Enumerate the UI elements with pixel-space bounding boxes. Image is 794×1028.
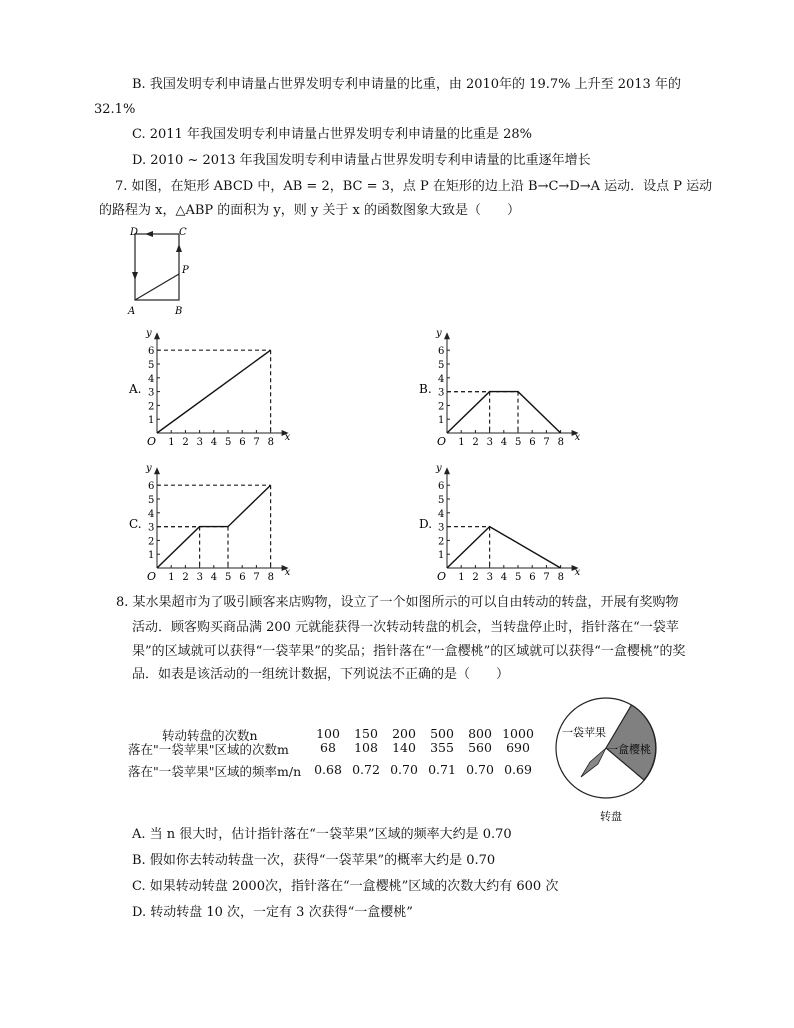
function-line (157, 350, 271, 433)
spinner-caption: 转盘 (600, 810, 622, 823)
y-tick-label: 1 (148, 550, 155, 562)
y-tick-label: 6 (148, 481, 155, 493)
y-tick-label: 4 (148, 373, 155, 385)
x-tick-label: 5 (515, 437, 522, 448)
table-cell: 0.68 (314, 762, 342, 777)
y-tick-label: 1 (438, 415, 445, 427)
table-cell: 68 (320, 740, 336, 755)
x-tick-label: 1 (168, 572, 175, 583)
x-tick-label: 2 (182, 572, 189, 583)
x-tick-label: 8 (267, 572, 274, 583)
y-tick-label: 4 (148, 508, 155, 520)
q7-stem-line2: 的路程为 x，△ABP 的面积为 y，则 y 关于 x 的函数图象大致是（ ） (99, 203, 520, 218)
y-tick-label: 1 (438, 550, 445, 562)
y-axis-label: y (146, 463, 152, 475)
x-tick-label: 5 (515, 572, 522, 583)
y-tick-label: 3 (148, 387, 155, 399)
table-row-freq (128, 762, 548, 780)
table-cell: 0.70 (390, 762, 418, 777)
q8-option-b: B. 假如你去转动转盘一次，获得“一袋苹果”的概率大约是 0.70 (132, 853, 496, 868)
y-tick-label: 5 (438, 360, 445, 371)
table-cell: 560 (468, 740, 492, 755)
statistics-table (128, 726, 548, 786)
y-tick-label: 3 (438, 522, 445, 534)
graph-option-b (415, 323, 585, 448)
x-tick-label: 3 (486, 437, 493, 448)
x-axis-label: x (284, 567, 291, 578)
table-cell: 150 (354, 726, 378, 741)
y-tick-label: 6 (148, 346, 155, 358)
table-cell: 500 (430, 726, 454, 741)
table-row-m (128, 740, 548, 758)
row-header-m: 落在"一袋苹果"区域的次数m (128, 742, 289, 757)
q8-stem-line1: 8. 某水果超市为了吸引顾客来店购物，设立了一个如图所示的可以自由转动的转盘，开展有奖购物 (116, 595, 679, 610)
table-cell: 0.69 (504, 762, 532, 777)
function-line (447, 392, 561, 433)
y-axis-label: y (436, 463, 442, 475)
table-cell: 800 (468, 726, 492, 741)
table-cell: 100 (316, 726, 340, 741)
x-tick-label: 8 (267, 437, 274, 448)
y-axis-label: y (436, 328, 442, 340)
origin-label: O (437, 570, 447, 583)
x-tick-label: 5 (225, 572, 232, 583)
vertex-d-label: D (130, 227, 139, 238)
graph-option-label: B. (419, 382, 432, 396)
x-tick-label: 6 (529, 437, 536, 448)
graph-option-d (415, 458, 585, 583)
table-cell: 0.72 (352, 762, 380, 777)
x-tick-label: 7 (543, 437, 550, 448)
x-tick-label: 3 (196, 572, 203, 583)
q6-option-b-line1: B. 我国发明专利申请量占世界发明专利申请量的比重，由 2010年的 19.7% 上升至 2013 年的 (132, 77, 681, 92)
x-tick-label: 4 (500, 437, 508, 448)
rectangle-figure (125, 224, 195, 319)
vertex-a-label: A (128, 306, 136, 317)
x-tick-label: 2 (182, 437, 189, 448)
origin-label: O (147, 570, 157, 583)
y-tick-label: 2 (438, 536, 445, 548)
x-tick-label: 4 (500, 572, 508, 583)
x-axis-label: x (574, 432, 581, 443)
y-tick-label: 1 (148, 415, 155, 427)
q8-option-d: D. 转动转盘 10 次，一定有 3 次获得“一盒樱桃” (132, 905, 413, 920)
spinner-cherry-label: 一盒樱桃 (607, 743, 651, 756)
y-tick-label: 3 (148, 522, 155, 534)
y-tick-label: 5 (148, 495, 155, 506)
vertex-b-label: B (175, 306, 183, 317)
y-tick-label: 4 (438, 508, 445, 520)
x-tick-label: 6 (239, 572, 246, 583)
y-axis-label: y (146, 328, 152, 340)
origin-label: O (437, 435, 447, 448)
graph-option-c (125, 458, 295, 583)
x-tick-label: 1 (458, 437, 465, 448)
x-tick-label: 4 (210, 572, 218, 583)
q8-stem-line3: 果”的区域就可以获得“一袋苹果”的奖品；指针落在“一盒樱桃”的区域就可以获得“一盒樱桃”的奖 (132, 644, 686, 659)
y-tick-label: 6 (438, 481, 445, 493)
q6-option-d: D. 2010 ~ 2013 年我国发明专利申请量占世界发明专利申请量的比重逐年增长 (132, 153, 591, 168)
x-tick-label: 3 (486, 572, 493, 583)
x-tick-label: 7 (253, 572, 260, 583)
vertex-c-label: C (179, 227, 187, 238)
x-tick-label: 8 (557, 572, 564, 583)
graph-option-label: C. (129, 517, 142, 531)
q8-stem-line2: 活动．顾客购买商品满 200 元就能获得一次转动转盘的机会，当转盘停止时，指针落在“一袋苹 (132, 620, 679, 635)
x-tick-label: 1 (168, 437, 175, 448)
graph-option-label: D. (419, 517, 433, 531)
x-tick-label: 7 (543, 572, 550, 583)
spinner-apple-label: 一袋苹果 (562, 726, 606, 739)
table-cell: 0.70 (466, 762, 494, 777)
x-tick-label: 6 (239, 437, 246, 448)
x-tick-label: 2 (472, 437, 479, 448)
q6-option-b-line2: 32.1% (94, 102, 136, 117)
q6-option-c: C. 2011 年我国发明专利申请量占世界发明专利申请量的比重是 28% (132, 127, 532, 142)
x-tick-label: 4 (210, 437, 218, 448)
y-axis-arrow-icon (444, 467, 450, 474)
y-tick-label: 5 (148, 360, 155, 371)
y-axis-arrow-icon (154, 332, 160, 339)
y-tick-label: 2 (438, 401, 445, 413)
x-tick-label: 1 (458, 572, 465, 583)
y-tick-label: 2 (148, 536, 155, 548)
graph-option-a (125, 323, 295, 448)
point-p-label: P (182, 265, 189, 276)
x-tick-label: 2 (472, 572, 479, 583)
table-cell: 108 (354, 740, 378, 755)
y-tick-label: 2 (148, 401, 155, 413)
y-axis-arrow-icon (154, 467, 160, 474)
y-tick-label: 4 (438, 373, 445, 385)
q8-stem-line4: 品．如表是该活动的一组统计数据，下列说法不正确的是（ ） (132, 667, 510, 682)
table-cell: 690 (506, 740, 530, 755)
x-tick-label: 5 (225, 437, 232, 448)
origin-label: O (147, 435, 157, 448)
x-axis-label: x (574, 567, 581, 578)
x-tick-label: 8 (557, 437, 564, 448)
table-cell: 1000 (502, 726, 534, 741)
q8-option-a: A. 当 n 很大时，估计指针落在“一袋苹果”区域的频率大约是 0.70 (132, 827, 512, 842)
graph-option-label: A. (129, 382, 142, 396)
q8-option-c: C. 如果转动转盘 2000次，指针落在“一盒樱桃”区域的次数大约有 600 次 (132, 879, 559, 894)
table-cell: 0.71 (428, 762, 456, 777)
x-tick-label: 6 (529, 572, 536, 583)
x-axis-label: x (284, 432, 291, 443)
row-header-freq: 落在"一袋苹果"区域的频率m/n (128, 764, 302, 779)
y-tick-label: 3 (438, 387, 445, 399)
y-tick-label: 6 (438, 346, 445, 358)
x-tick-label: 7 (253, 437, 260, 448)
q7-stem-line1: 7. 如图，在矩形 ABCD 中，AB = 2，BC = 3，点 P 在矩形的边上沿 B→C→D→A 运动．设点 P 运动 (115, 179, 713, 194)
y-axis-arrow-icon (444, 332, 450, 339)
x-tick-label: 3 (196, 437, 203, 448)
function-line (447, 527, 561, 568)
spinner-figure (550, 696, 665, 826)
row-header-n: 转动转盘的次数n (162, 728, 258, 743)
table-cell: 200 (392, 726, 416, 741)
table-cell: 355 (430, 740, 454, 755)
table-cell: 140 (392, 740, 416, 755)
y-tick-label: 5 (438, 495, 445, 506)
